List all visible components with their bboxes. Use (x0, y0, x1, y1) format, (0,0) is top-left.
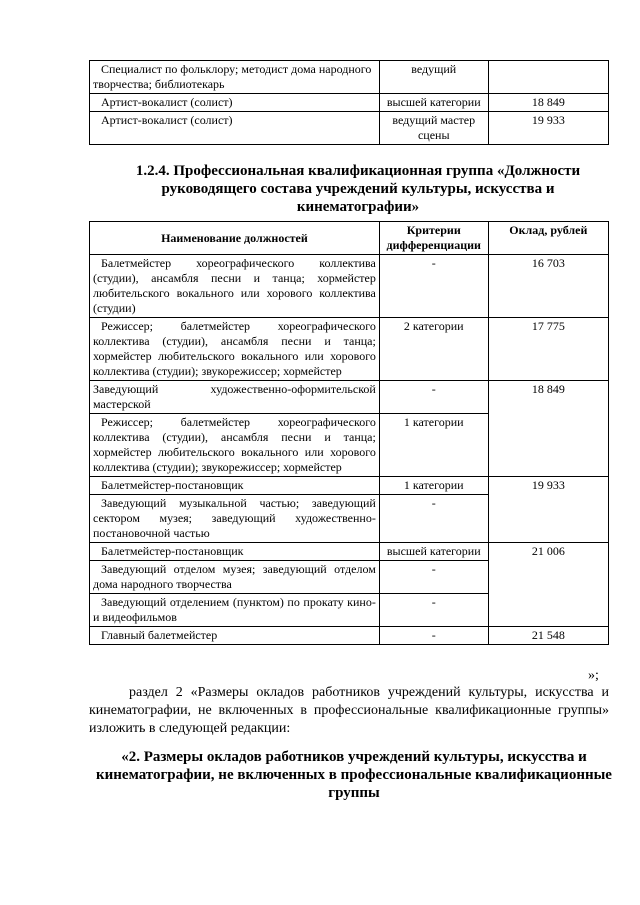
position-name: Главный балетмейстер (90, 627, 380, 645)
criteria-cell: высшей категории (379, 543, 488, 561)
table-row (90, 477, 609, 495)
criteria-cell: высшей категории (379, 94, 488, 112)
salary-cell: 18 849 (488, 381, 608, 477)
criteria-cell: 1 категории (379, 414, 488, 477)
position-name: Артист-вокалист (солист) (90, 94, 380, 112)
criteria-cell: - (379, 381, 488, 414)
criteria-cell: ведущий (379, 61, 488, 94)
header-name: Наименование должностей (90, 222, 380, 255)
body-paragraph: раздел 2 «Размеры окладов работников учреждений культуры, искусства и кинематографии, не включенных в профессиональные квалификационные группы» изложить в следующей редакции: (89, 685, 609, 736)
leadership-salary-table (89, 221, 609, 645)
criteria-cell: 1 категории (379, 477, 488, 495)
position-name: Режиссер; балетмейстер хореографического коллектива (студии), ансамбля песни и танца; хормейстер любительского вокального или хорового коллектива (студии); звукорежиссер; хормейстер (90, 318, 380, 381)
salary-cell (488, 61, 608, 94)
table-row (90, 627, 609, 645)
criteria-cell: - (379, 594, 488, 627)
criteria-cell: - (379, 495, 488, 543)
table-row (90, 61, 609, 94)
position-name: Артист-вокалист (солист) (90, 112, 380, 145)
position-name: Заведующий отделом музея; заведующий отделом дома народного творчества (90, 561, 380, 594)
salary-cell: 21 006 (488, 543, 608, 627)
salary-cell: 16 703 (488, 255, 608, 318)
position-name: Заведующий художественно-оформительской мастерской (90, 381, 380, 414)
position-name: Режиссер; балетмейстер хореографического коллектива (студии), ансамбля песни и танца; хормейстер любительского вокального или хорового коллектива (студии); звукорежиссер; хормейстер (90, 414, 380, 477)
table-row (90, 318, 609, 381)
header-criteria: Критерии дифференциации (379, 222, 488, 255)
criteria-cell: 2 категории (379, 318, 488, 381)
table-header-row (90, 222, 609, 255)
position-name: Балетмейстер-постановщик (90, 477, 380, 495)
salary-cell: 19 933 (488, 477, 608, 543)
header-salary: Оклад, рублей (488, 222, 608, 255)
position-name: Заведующий музыкальной частью; заведующий сектором музея; заведующий художественно-постановочной частью (90, 495, 380, 543)
position-name: Балетмейстер хореографического коллектива (студии), ансамбля песни и танца; хормейстер любительского вокального или хорового коллектива (студии) (90, 255, 380, 318)
section-heading: 1.2.4. Профессиональная квалификационная группа «Должности руководящего состава учреждений культуры, искусства и кинематографии» (135, 163, 581, 215)
salary-cell: 17 775 (488, 318, 608, 381)
section2-heading: «2. Размеры окладов работников учреждений культуры, искусства и кинематографии, не включенных в профессиональные квалификационные группы (96, 749, 612, 801)
top-salary-table (89, 60, 609, 145)
salary-cell: 19 933 (488, 112, 608, 145)
table-row (90, 94, 609, 112)
table-row (90, 112, 609, 145)
position-name: Специалист по фольклору; методист дома народного творчества; библиотекарь (90, 61, 380, 94)
criteria-cell: - (379, 561, 488, 594)
salary-cell: 18 849 (488, 94, 608, 112)
table-row (90, 543, 609, 561)
position-name: Заведующий отделением (пунктом) по прокату кино- и видеофильмов (90, 594, 380, 627)
table-row (90, 255, 609, 318)
criteria-cell: - (379, 255, 488, 318)
table-row (90, 381, 609, 414)
position-name: Балетмейстер-постановщик (90, 543, 380, 561)
criteria-cell: - (379, 627, 488, 645)
quote-end: »; (588, 668, 599, 683)
criteria-cell: ведущий мастер сцены (379, 112, 488, 145)
salary-cell: 21 548 (488, 627, 608, 645)
